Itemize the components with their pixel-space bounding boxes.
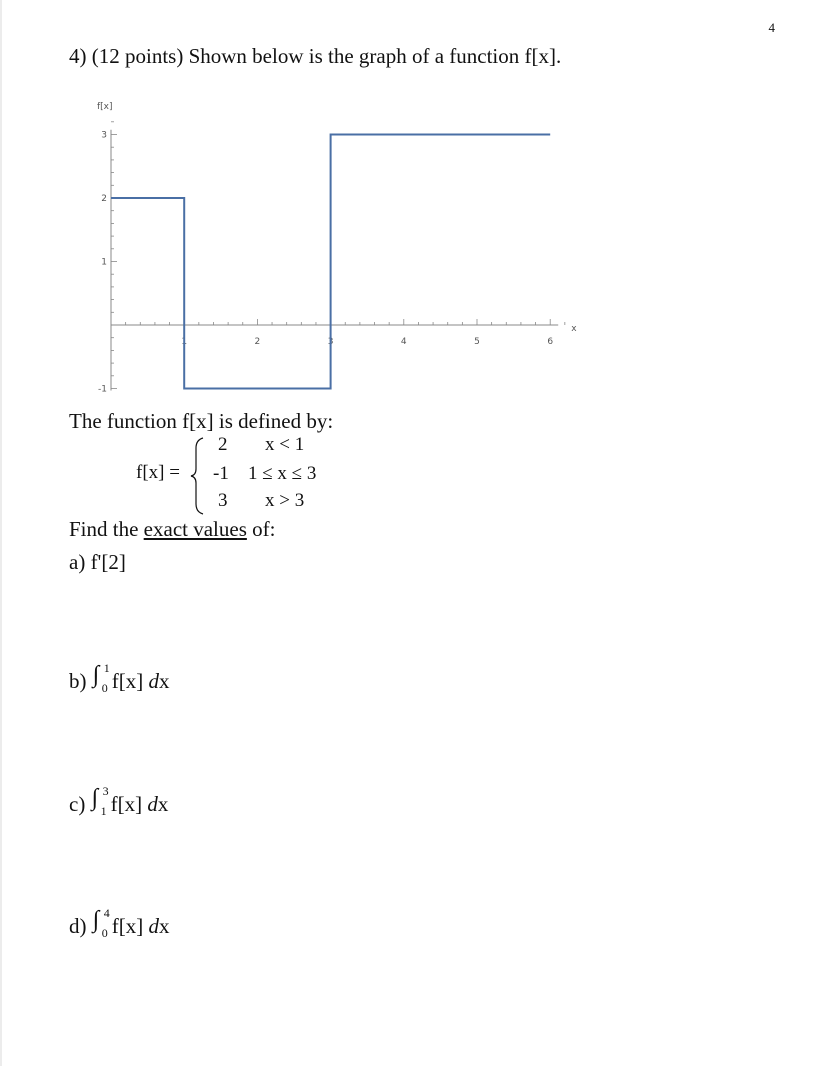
question-b xyxy=(69,661,170,695)
variable: x xyxy=(157,792,169,816)
x-tick-label: 4 xyxy=(400,337,407,347)
x-tick-label: 2 xyxy=(254,337,261,347)
question-b-label: b) xyxy=(69,669,87,693)
lower-bound: 0 xyxy=(101,926,108,940)
variable: x xyxy=(158,914,170,938)
problem-title: 4) (12 points) Shown below is the graph of a function f[x]. xyxy=(69,44,562,68)
lower-bound: 0 xyxy=(101,681,108,695)
page-number: 4 xyxy=(768,20,775,35)
page-edge xyxy=(0,0,2,1066)
x-tick-label: 3 xyxy=(327,337,334,347)
x-tick-label: 5 xyxy=(474,337,480,347)
function-graph xyxy=(85,95,585,420)
question-d xyxy=(69,906,170,940)
upper-bound: 4 xyxy=(103,906,110,920)
x-axis-label: x xyxy=(571,324,577,334)
find-instruction xyxy=(69,517,275,542)
y-tick-label: 1 xyxy=(101,257,107,268)
chart-svg xyxy=(85,95,585,415)
integrand: f[x] xyxy=(110,792,143,816)
case-1-value: 2 xyxy=(218,434,228,455)
find-prefix: Find the xyxy=(69,517,144,541)
piecewise-lhs: f[x] = xyxy=(136,462,180,483)
integral-symbol: ∫ 3 1 xyxy=(91,784,109,818)
question-a: a) f'[2] xyxy=(69,550,126,574)
question-d-label: d) xyxy=(69,914,87,938)
x-tick-label: 6 xyxy=(547,337,554,347)
differential-d: d xyxy=(148,669,159,693)
case-2-value: -1 xyxy=(213,463,229,484)
differential-d: d xyxy=(148,914,159,938)
differential-d: d xyxy=(147,792,158,816)
integral-symbol: ∫ 1 0 xyxy=(92,661,110,695)
lower-bound: 1 xyxy=(100,804,107,818)
upper-bound: 1 xyxy=(103,661,110,675)
y-tick-label: -1 xyxy=(98,384,107,395)
question-c xyxy=(69,784,169,818)
variable: x xyxy=(158,669,170,693)
left-brace-symbol xyxy=(189,436,205,516)
y-axis-label: f[x] xyxy=(97,102,113,112)
case-3-value: 3 xyxy=(218,490,228,511)
find-underlined: exact values xyxy=(143,517,247,541)
upper-bound: 3 xyxy=(102,784,109,798)
integrand: f[x] xyxy=(111,914,144,938)
integrand: f[x] xyxy=(111,669,144,693)
integral-symbol: ∫ 4 0 xyxy=(92,906,110,940)
definition-intro: The function f[x] is defined by: xyxy=(69,409,334,433)
find-suffix: of: xyxy=(246,517,276,541)
question-c-label: c) xyxy=(69,792,86,816)
y-tick-label: 2 xyxy=(101,194,107,204)
case-2-condition: 1 ≤ x ≤ 3 xyxy=(248,463,317,484)
case-3-condition: x > 3 xyxy=(265,490,305,511)
x-tick-label: 1 xyxy=(181,337,188,347)
y-tick-label: 3 xyxy=(101,130,107,141)
case-1-condition: x < 1 xyxy=(265,434,305,455)
series-line xyxy=(111,135,550,389)
